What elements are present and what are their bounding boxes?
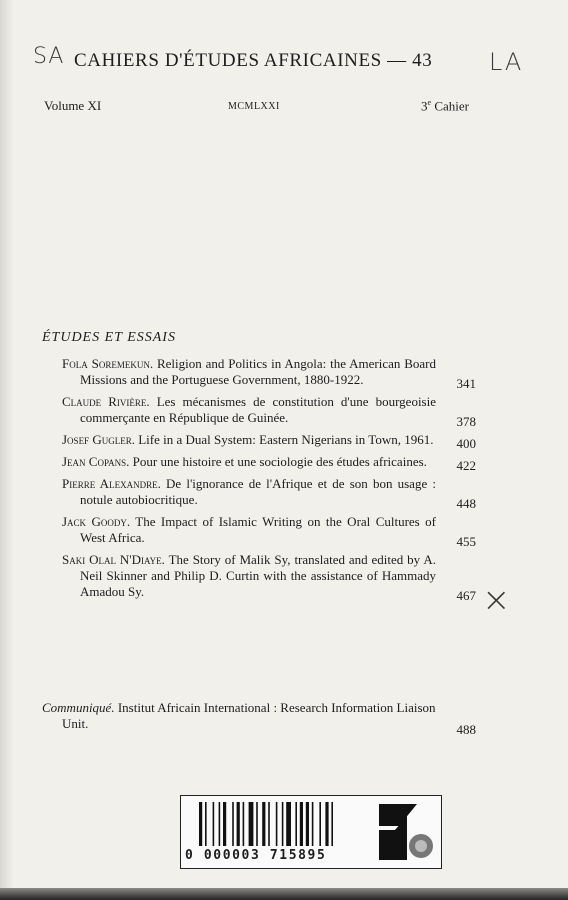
toc-entry-author: Pierre Alexandre. (62, 476, 161, 491)
barcode-bar (223, 802, 226, 846)
barcode-bar (325, 802, 328, 846)
barcode-bar (295, 802, 297, 846)
year-label: MCMLXXI (228, 101, 280, 112)
barcode-bar (300, 802, 303, 846)
toc-entry (42, 394, 482, 429)
barcode-label (180, 795, 442, 869)
journal-title: CAHIERS D'ÉTUDES AFRICAINES — 43 (74, 50, 433, 71)
barcode-bar (282, 802, 284, 846)
barcode-bar (268, 802, 270, 846)
barcode-bar (205, 802, 207, 846)
toc-entry-page-number: 422 (456, 458, 476, 473)
toc-entry-page-number: 448 (456, 496, 476, 511)
toc-entry (42, 356, 482, 391)
barcode-bar (331, 802, 333, 846)
barcode-bar (276, 802, 278, 846)
toc-entry-title: The Impact of Islamic Writing on the Oral Cultures of West Africa. (80, 514, 436, 545)
communique-text: Institut Africain International : Research Information Liaison Unit. (62, 700, 436, 731)
toc-entry-title: Life in a Dual System: Eastern Nigerians in Town, 1961. (134, 432, 434, 447)
toc-entry (42, 432, 482, 451)
scan-edge-bottom (0, 888, 568, 900)
barcode-bar (199, 802, 202, 846)
barcode-bar (256, 802, 258, 846)
barcode-bars (199, 802, 363, 846)
handwritten-annotation-left: SA (33, 44, 65, 69)
barcode-bar (262, 802, 265, 846)
barcode-bar (213, 802, 215, 846)
barcode-digits: 0 000003 715895 (185, 848, 327, 863)
toc-entry (42, 514, 482, 549)
toc-entry-title: Pour une histoire et une sociologie des études africaines. (129, 454, 427, 469)
volume-label: Volume XI (44, 98, 102, 113)
communique-page-number: 488 (456, 722, 476, 737)
toc-entry-page-number: 341 (456, 376, 476, 391)
communique-entry (42, 700, 482, 737)
issue-label: 3e Cahier (421, 98, 469, 114)
communique-lead: Communiqué. (42, 700, 115, 715)
toc-entry-author: Claude Rivière. (62, 394, 150, 409)
toc-entry-title: Religion and Politics in Angola: the American Board Missions and the Portuguese Government, 1880-1922. (80, 356, 436, 387)
barcode-bar (249, 802, 254, 846)
barcode-bar (312, 802, 314, 846)
toc-entry-author: Jack Goody. (62, 514, 131, 529)
toc-entry (42, 476, 482, 511)
barcode-bar (243, 802, 245, 846)
barcode-bar (219, 802, 221, 846)
toc-entry-author: Saki Olal N'Diaye. (62, 552, 165, 567)
toc-entry-page-number: 467 (456, 588, 476, 603)
toc-entry-title: De l'ignorance de l'Afrique et de son bon usage : notule autobiocritique. (80, 476, 436, 507)
scan-edge-shadow (0, 0, 14, 900)
toc-entry-title: Les mécanismes de constitution d'une bourgeoisie commerçante en République de Guinée. (80, 394, 436, 425)
handwritten-check-mark: × (482, 580, 511, 620)
library-logo-icon (377, 800, 435, 862)
toc-entry-page-number: 378 (456, 414, 476, 429)
toc-entry-page-number: 400 (456, 436, 476, 451)
toc-entry-page-number: 455 (456, 534, 476, 549)
barcode-bar (319, 802, 321, 846)
barcode-bar (286, 802, 291, 846)
toc-entry-author: Josef Gugler. (62, 432, 135, 447)
table-of-contents (42, 356, 482, 606)
barcode-bar (237, 802, 240, 846)
barcode-bar (232, 802, 234, 846)
toc-entry-author: Fola Soremekun. (62, 356, 154, 371)
section-heading: ÉTUDES ET ESSAIS (42, 330, 176, 345)
toc-entry-title: The Story of Malik Sy, translated and edited by A. Neil Skinner and Philip D. Curtin with the assistance of Hammady Amadou Sy. (80, 552, 436, 599)
barcode-bar (306, 802, 309, 846)
toc-entry (42, 454, 482, 473)
toc-entry (42, 552, 482, 603)
toc-entry-author: Jean Copans. (62, 454, 130, 469)
handwritten-annotation-right: LA (489, 48, 524, 76)
